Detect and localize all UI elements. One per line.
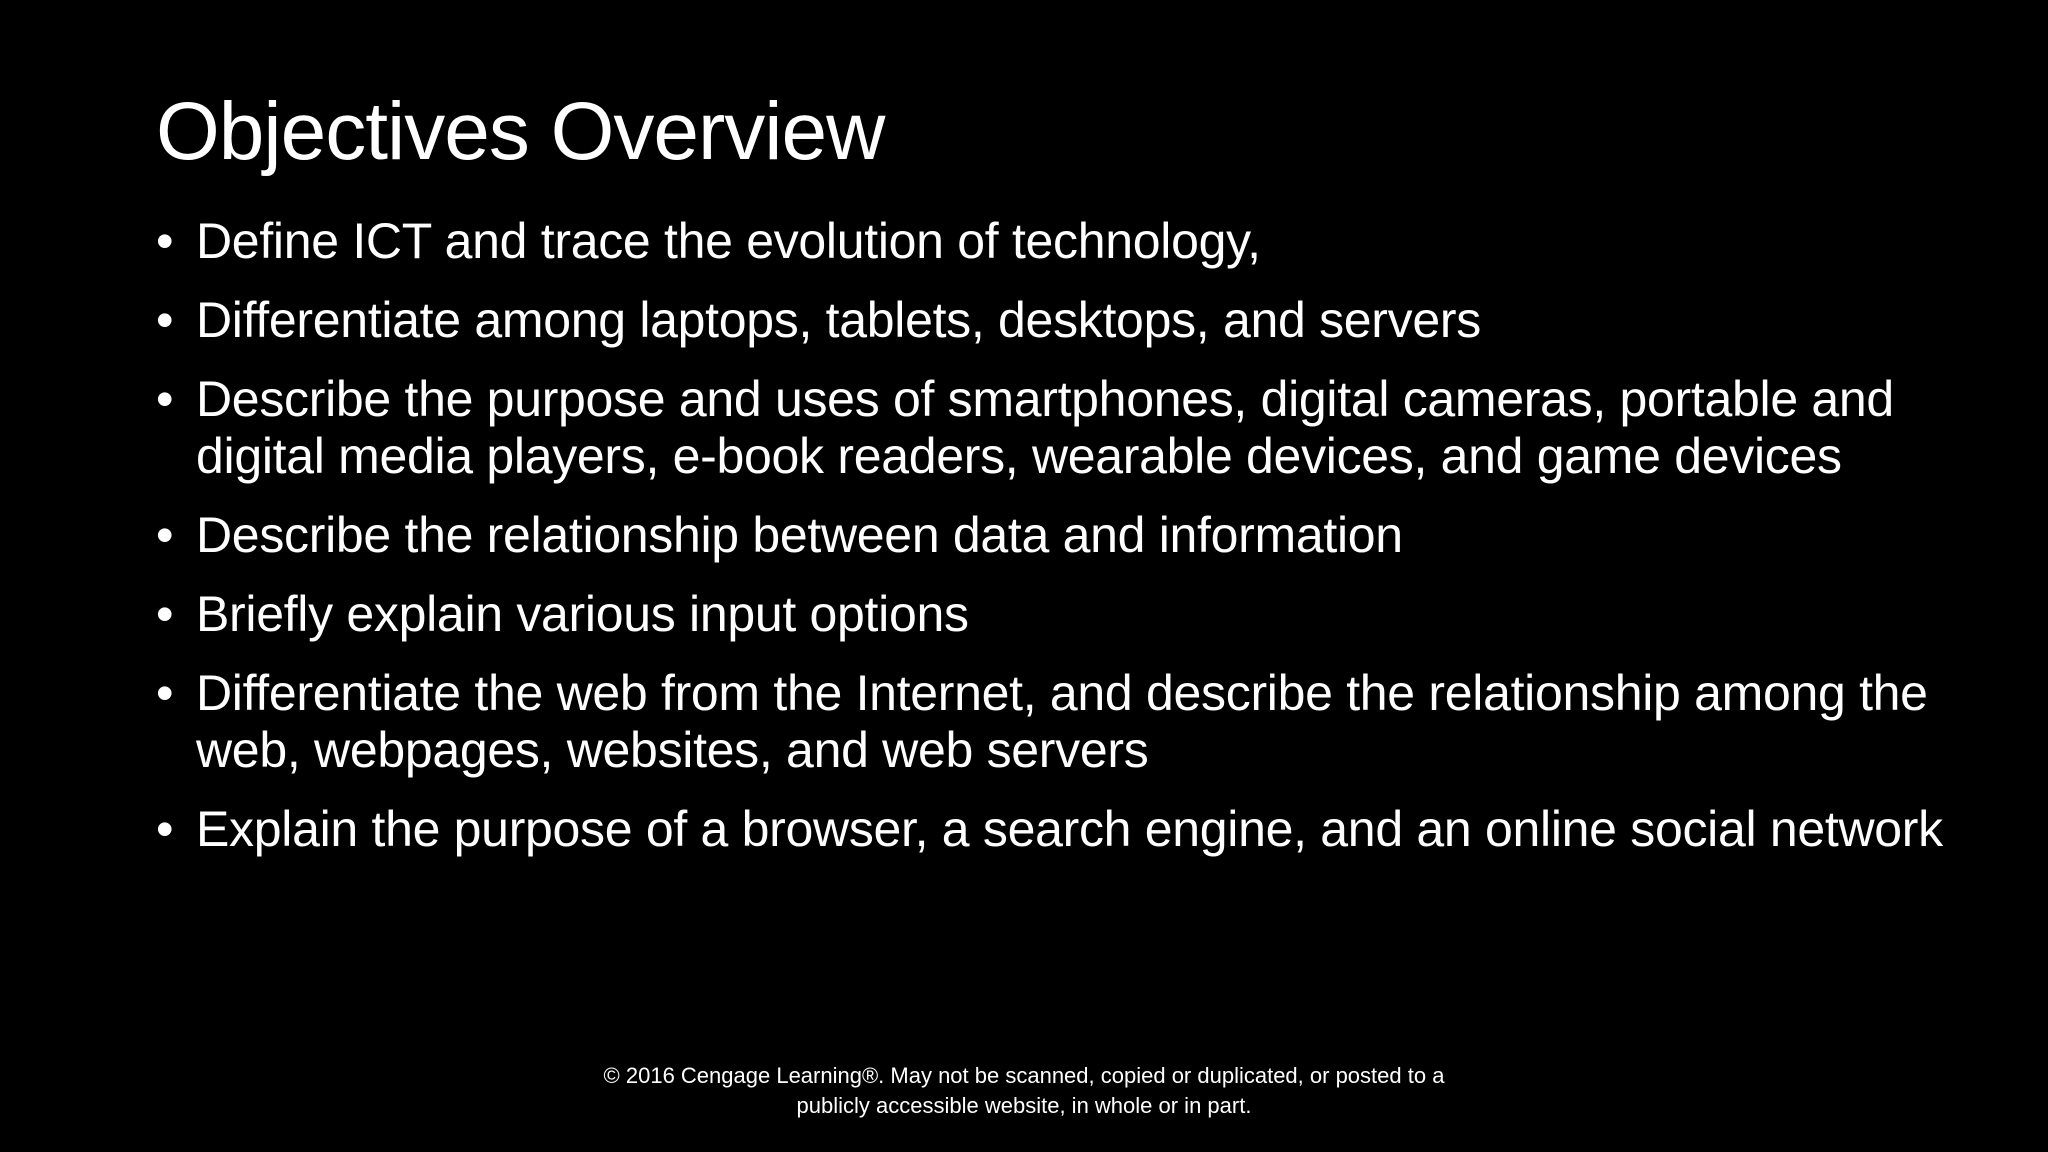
list-item xyxy=(156,213,1956,270)
objectives-list xyxy=(156,213,1956,880)
bullet-icon: • xyxy=(156,665,174,721)
bullet-text: Explain the purpose of a browser, a search engine, and an online social network xyxy=(196,801,1943,857)
footer-line-1: © 2016 Cengage Learning®. May not be scanned, copied or duplicated, or posted to a xyxy=(603,1063,1445,1088)
bullet-icon: • xyxy=(156,371,174,427)
list-item xyxy=(156,586,1956,643)
slide-title: Objectives Overview xyxy=(156,86,885,177)
bullet-text: Differentiate among laptops, tablets, desktops, and servers xyxy=(196,292,1481,348)
bullet-icon: • xyxy=(156,292,174,348)
bullet-text: Describe the purpose and uses of smartphones, digital cameras, portable and digital media players, e-book readers, wearable devices, and game devices xyxy=(196,371,1894,484)
list-item xyxy=(156,371,1956,485)
list-item xyxy=(156,665,1956,779)
list-item xyxy=(156,801,1956,858)
list-item xyxy=(156,292,1956,349)
list-item xyxy=(156,507,1956,564)
footer-line-2: publicly accessible website, in whole or in part. xyxy=(796,1093,1252,1118)
bullet-text: Briefly explain various input options xyxy=(196,586,969,642)
bullet-icon: • xyxy=(156,801,174,857)
bullet-text: Define ICT and trace the evolution of technology, xyxy=(196,213,1261,269)
bullet-icon: • xyxy=(156,507,174,563)
bullet-text: Describe the relationship between data and information xyxy=(196,507,1403,563)
copyright-footer xyxy=(0,1061,2048,1121)
bullet-icon: • xyxy=(156,586,174,642)
bullet-icon: • xyxy=(156,213,174,269)
bullet-text: Differentiate the web from the Internet, and describe the relationship among the web, webpages, websites, and web servers xyxy=(196,665,1928,778)
